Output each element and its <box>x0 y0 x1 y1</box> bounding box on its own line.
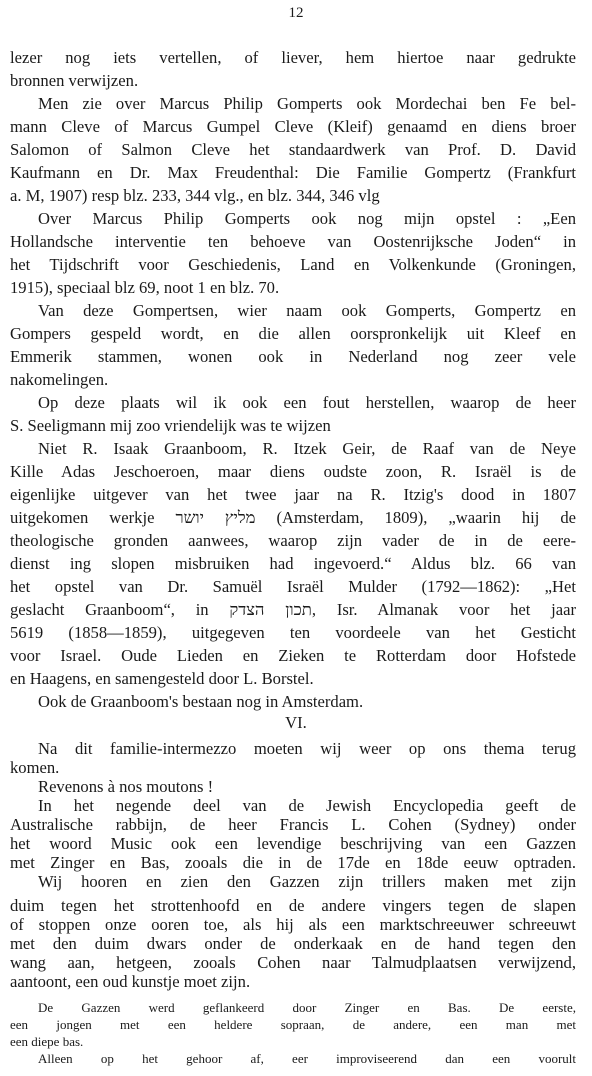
text-line: uitgekomen werkje מליץ יושר (Amsterdam, 1809), „waarin hij de <box>10 508 576 527</box>
text-line: een jongen met een heldere sopraan, de andere, een man met <box>10 1017 576 1032</box>
text-line: lezer nog iets vertellen, of liever, hem hiertoe naar gedrukte <box>10 48 576 67</box>
text-line: Kille Adas Jeschoeroen, maar diens oudste zoon, R. Israël is de <box>10 462 576 481</box>
text-line: In het negende deel van de Jewish Encyclopedia geeft de <box>38 796 576 815</box>
text-line: Australische rabbijn, de heer Francis L. Cohen (Sydney) onder <box>10 815 576 834</box>
text-line: Van deze Gompertsen, wier naam ook Gomperts, Gompertz en <box>38 301 576 320</box>
text-line: eigenlijke uitgever van het twee jaar na R. Itzig's dood in 1807 <box>10 485 576 504</box>
text-line: nakomelingen. <box>10 370 109 389</box>
section-heading: VI. <box>285 713 307 732</box>
text-line: Wij hooren en zien den Gazzen zijn trillers maken met zijn <box>38 872 576 891</box>
text-line: Emmerik stammen, wonen ook in Nederland nog zeer vele <box>10 347 576 366</box>
text-line: met den duim dwars onder de onderkaak en de hand tegen den <box>10 934 576 953</box>
text-line: of stoppen onze ooren toe, als hij als een marktschreeuwer schreeuwt <box>10 915 576 934</box>
text-line: komen. <box>10 758 60 777</box>
text-line: a. M, 1907) resp blz. 233, 344 vlg., en blz. 344, 346 vlg <box>10 186 380 205</box>
text-line: met Zinger en Bas, zooals die in de 17de en 18de eeuw optraden. <box>10 853 576 872</box>
text-line: Alleen op het gehoor af, eer improviseerend dan een voorult <box>38 1051 576 1066</box>
text-line: Na dit familie-intermezzo moeten wij weer op ons thema terug <box>38 739 576 758</box>
text-line: Revenons à nos moutons ! <box>38 777 214 796</box>
text-line: het Tijdschrift voor Geschiedenis, Land en Volkenkunde (Groningen, <box>10 255 576 274</box>
text-line: een diepe bas. <box>10 1034 84 1049</box>
text-line: duim tegen het strottenhoofd en de andere vingers tegen de slapen <box>10 896 576 915</box>
text-line: S. Seeligmann mij zoo vriendelijk was te wijzen <box>10 416 331 435</box>
text-line: geslacht Graanboom“, in תכון הצדק, Isr. Almanak voor het jaar <box>10 600 576 619</box>
text-line: het opstel van Dr. Samuël Israël Mulder (1792—1862): „Het <box>10 577 576 596</box>
text-line: Niet R. Isaak Graanboom, R. Itzek Geir, de Raaf van de Neye <box>38 439 576 458</box>
text-line: 5619 (1858—1859), uitgegeven ten voordeele van het Gesticht <box>10 623 576 642</box>
text-line: aantoont, een oud kunstje moet zijn. <box>10 972 251 991</box>
text-line: bronnen verwijzen. <box>10 71 139 90</box>
text-line: en Haagens, en samengesteld door L. Borstel. <box>10 669 314 688</box>
text-line: dienst ing slopen misbruiken had ingevoerd.“ Aldus blz. 66 van <box>10 554 576 573</box>
text-line: het woord Music ook een levendige beschrijving van een Gazzen <box>10 834 576 853</box>
text-line: Hollandsche interventie ten behoeve van Oostenrijksche Joden“ in <box>10 232 576 251</box>
text-line: Gompers gespeld wordt, en die allen oorspronkelijk uit Kleef en <box>10 324 576 343</box>
text-line: mann Cleve of Marcus Gumpel Cleve (Kleif) genaamd en diens broer <box>10 117 576 136</box>
text-line: wang aan, hetgeen, zooals Cohen naar Talmudplaatsen verwijzend, <box>10 953 576 972</box>
text-line: Over Marcus Philip Gomperts ook nog mijn opstel : „Een <box>38 209 576 228</box>
text-line: Men zie over Marcus Philip Gomperts ook Mordechai ben Fe bel- <box>38 94 576 113</box>
text-line: voor Israel. Oude Lieden en Zieken te Rotterdam door Hofstede <box>10 646 576 665</box>
text-line: De Gazzen werd geflankeerd door Zinger en Bas. De eerste, <box>38 1000 576 1015</box>
text-line: theologische gronden aanwees, waarop zijn vader de in de eere- <box>10 531 576 550</box>
text-line: Kaufmann en Dr. Max Freudenthal: Die Familie Gompertz (Frankfurt <box>10 163 576 182</box>
text-line: 1915), speciaal blz 69, noot 1 en blz. 70. <box>10 278 280 297</box>
text-line: Op deze plaats wil ik ook een fout herstellen, waarop de heer <box>38 393 576 412</box>
text-line: Salomon of Salmon Cleve het standaardwerk van Prof. D. David <box>10 140 576 159</box>
text-line: Ook de Graanboom's bestaan nog in Amsterdam. <box>38 692 364 711</box>
page-number: 12 <box>288 5 304 21</box>
